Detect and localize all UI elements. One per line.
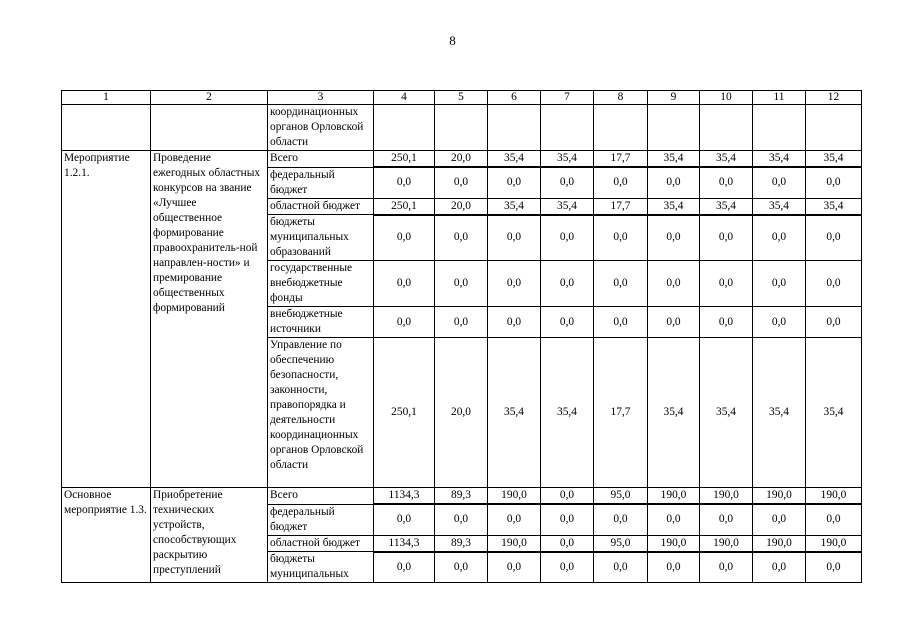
amount-cell: 0,0 <box>806 552 862 583</box>
col-number: 1 <box>62 91 151 105</box>
amount-cell: 89,3 <box>435 488 488 505</box>
col-number: 10 <box>700 91 753 105</box>
amount-cell: 0,0 <box>374 167 435 198</box>
amount-cell: 0,0 <box>806 261 862 307</box>
event-code: Мероприятие 1.2.1. <box>62 151 151 488</box>
amount-cell: 0,0 <box>541 488 594 505</box>
col-number: 12 <box>806 91 862 105</box>
amount-cell: 0,0 <box>488 167 541 198</box>
amount-cell: 0,0 <box>753 307 806 338</box>
amount-cell: 0,0 <box>488 504 541 535</box>
page-number: 8 <box>449 33 456 48</box>
amount-cell: 20,0 <box>435 151 488 168</box>
event-title: Приобретение технических устройств, способствующих раскрытию преступлений <box>151 488 268 583</box>
amount-cell: 0,0 <box>700 307 753 338</box>
amount-cell: 190,0 <box>753 535 806 552</box>
amount-cell: 35,4 <box>700 198 753 215</box>
amount-cell: 0,0 <box>541 535 594 552</box>
source-cell: координационных органов Орловской области <box>268 105 374 151</box>
amount-cell: 35,4 <box>541 198 594 215</box>
amount-cell: 0,0 <box>435 504 488 535</box>
amount-cell: 0,0 <box>374 552 435 583</box>
amount-cell: 0,0 <box>700 261 753 307</box>
amount-cell: 0,0 <box>435 552 488 583</box>
amount-cell: 0,0 <box>541 552 594 583</box>
amount-cell: 0,0 <box>594 307 648 338</box>
funding-source: областной бюджет <box>268 198 374 215</box>
continuation-title <box>151 105 268 151</box>
amount-cell: 35,4 <box>648 151 700 168</box>
amount-cell: 89,3 <box>435 535 488 552</box>
amount-cell: 20,0 <box>435 198 488 215</box>
amount-cell: 0,0 <box>806 504 862 535</box>
amount-cell: 20,0 <box>435 338 488 488</box>
amount-cell: 0,0 <box>541 504 594 535</box>
amount-cell: 0,0 <box>374 307 435 338</box>
amount-cell: 0,0 <box>541 307 594 338</box>
amount-cell: 0,0 <box>594 261 648 307</box>
event-code: Основное мероприятие 1.3. <box>62 488 151 583</box>
amount-cell: 0,0 <box>594 504 648 535</box>
amount-cell: 0,0 <box>488 261 541 307</box>
amount-cell: 35,4 <box>806 198 862 215</box>
amount-cell: 0,0 <box>806 167 862 198</box>
event-1-2-1 <box>62 151 862 488</box>
amount-cell: 35,4 <box>488 151 541 168</box>
funding-source: бюджеты муниципальных образований <box>268 215 374 261</box>
event-1-3 <box>62 488 862 583</box>
amount-cell: 0,0 <box>753 552 806 583</box>
funding-source: федеральный бюджет <box>268 167 374 198</box>
funding-source: федеральный бюджет <box>268 504 374 535</box>
col-number: 2 <box>151 91 268 105</box>
amount-cell: 0,0 <box>594 215 648 261</box>
amount-cell: 35,4 <box>700 338 753 488</box>
amount-cell: 0,0 <box>541 215 594 261</box>
amount-cell: 35,4 <box>648 338 700 488</box>
amount-cell: 0,0 <box>753 261 806 307</box>
amount-cell: 0,0 <box>700 504 753 535</box>
amount-cell: 0,0 <box>806 307 862 338</box>
amount-cell: 1134,3 <box>374 488 435 505</box>
amount-cell: 35,4 <box>488 338 541 488</box>
amount-cell: 35,4 <box>488 198 541 215</box>
amount-cell: 0,0 <box>594 167 648 198</box>
amount-cell: 0,0 <box>648 261 700 307</box>
amount-cell: 0,0 <box>648 552 700 583</box>
budget-row <box>62 151 862 168</box>
amount-cell: 35,4 <box>806 338 862 488</box>
amount-cell: 190,0 <box>488 488 541 505</box>
amount-cell: 0,0 <box>541 167 594 198</box>
col-number: 11 <box>753 91 806 105</box>
amount-cell: 17,7 <box>594 151 648 168</box>
amount-cell: 0,0 <box>648 504 700 535</box>
funding-source: Всего <box>268 488 374 505</box>
amount-cell: 190,0 <box>700 488 753 505</box>
funding-source: областной бюджет <box>268 535 374 552</box>
amount-cell: 190,0 <box>648 488 700 505</box>
col-number: 3 <box>268 91 374 105</box>
col-number: 7 <box>541 91 594 105</box>
amount-cell: 0,0 <box>488 552 541 583</box>
col-number: 6 <box>488 91 541 105</box>
amount-cell: 0,0 <box>594 552 648 583</box>
amount-cell: 0,0 <box>648 307 700 338</box>
budget-row <box>62 488 862 505</box>
amount-cell: 35,4 <box>753 151 806 168</box>
amount-cell: 250,1 <box>374 338 435 488</box>
amount-cell: 0,0 <box>648 215 700 261</box>
amount-cell: 190,0 <box>753 488 806 505</box>
continuation-code <box>62 105 151 151</box>
amount-cell: 0,0 <box>374 504 435 535</box>
col-number: 4 <box>374 91 435 105</box>
amount-cell: 250,1 <box>374 151 435 168</box>
funding-source: Всего <box>268 151 374 168</box>
amount-cell: 190,0 <box>648 535 700 552</box>
funding-source: государственные внебюджетные фонды <box>268 261 374 307</box>
column-number-row <box>62 91 862 105</box>
amount-cell: 35,4 <box>648 198 700 215</box>
amount-cell: 35,4 <box>806 151 862 168</box>
funding-source: внебюджетные источники <box>268 307 374 338</box>
amount-cell: 250,1 <box>374 198 435 215</box>
amount-cell: 0,0 <box>488 215 541 261</box>
col-number: 9 <box>648 91 700 105</box>
amount-cell: 35,4 <box>541 338 594 488</box>
amount-cell: 0,0 <box>648 167 700 198</box>
amount-cell: 0,0 <box>753 167 806 198</box>
amount-cell: 0,0 <box>374 215 435 261</box>
amount-cell: 0,0 <box>753 215 806 261</box>
amount-cell: 0,0 <box>700 167 753 198</box>
amount-cell: 17,7 <box>594 338 648 488</box>
amount-cell: 0,0 <box>806 215 862 261</box>
col-number: 5 <box>435 91 488 105</box>
amount-cell: 0,0 <box>435 307 488 338</box>
continuation-row <box>62 105 862 151</box>
budget-table <box>61 90 862 583</box>
amount-cell: 35,4 <box>541 151 594 168</box>
col-number: 8 <box>594 91 648 105</box>
amount-cell: 0,0 <box>374 261 435 307</box>
amount-cell: 0,0 <box>753 504 806 535</box>
amount-cell: 190,0 <box>700 535 753 552</box>
funding-source: бюджеты муниципальных <box>268 552 374 583</box>
amount-cell: 35,4 <box>700 151 753 168</box>
amount-cell: 190,0 <box>488 535 541 552</box>
amount-cell: 0,0 <box>435 215 488 261</box>
amount-cell: 0,0 <box>541 261 594 307</box>
amount-cell: 190,0 <box>806 535 862 552</box>
amount-cell: 1134,3 <box>374 535 435 552</box>
amount-cell: 0,0 <box>435 261 488 307</box>
amount-cell: 17,7 <box>594 198 648 215</box>
amount-cell: 0,0 <box>435 167 488 198</box>
amount-cell: 95,0 <box>594 488 648 505</box>
amount-cell: 0,0 <box>488 307 541 338</box>
event-title: Проведение ежегодных областных конкурсов на звание «Лучшее общественное формирование правоохранитель-ной направлен-ности» и премирование общественных формирований <box>151 151 268 488</box>
amount-cell: 190,0 <box>806 488 862 505</box>
amount-cell: 35,4 <box>753 198 806 215</box>
amount-cell: 0,0 <box>700 215 753 261</box>
amount-cell: 35,4 <box>753 338 806 488</box>
amount-cell: 95,0 <box>594 535 648 552</box>
funding-source: Управление по обеспечению безопасности, законности, правопорядка и деятельности координационных органов Орловской области <box>268 338 374 488</box>
amount-cell: 0,0 <box>700 552 753 583</box>
